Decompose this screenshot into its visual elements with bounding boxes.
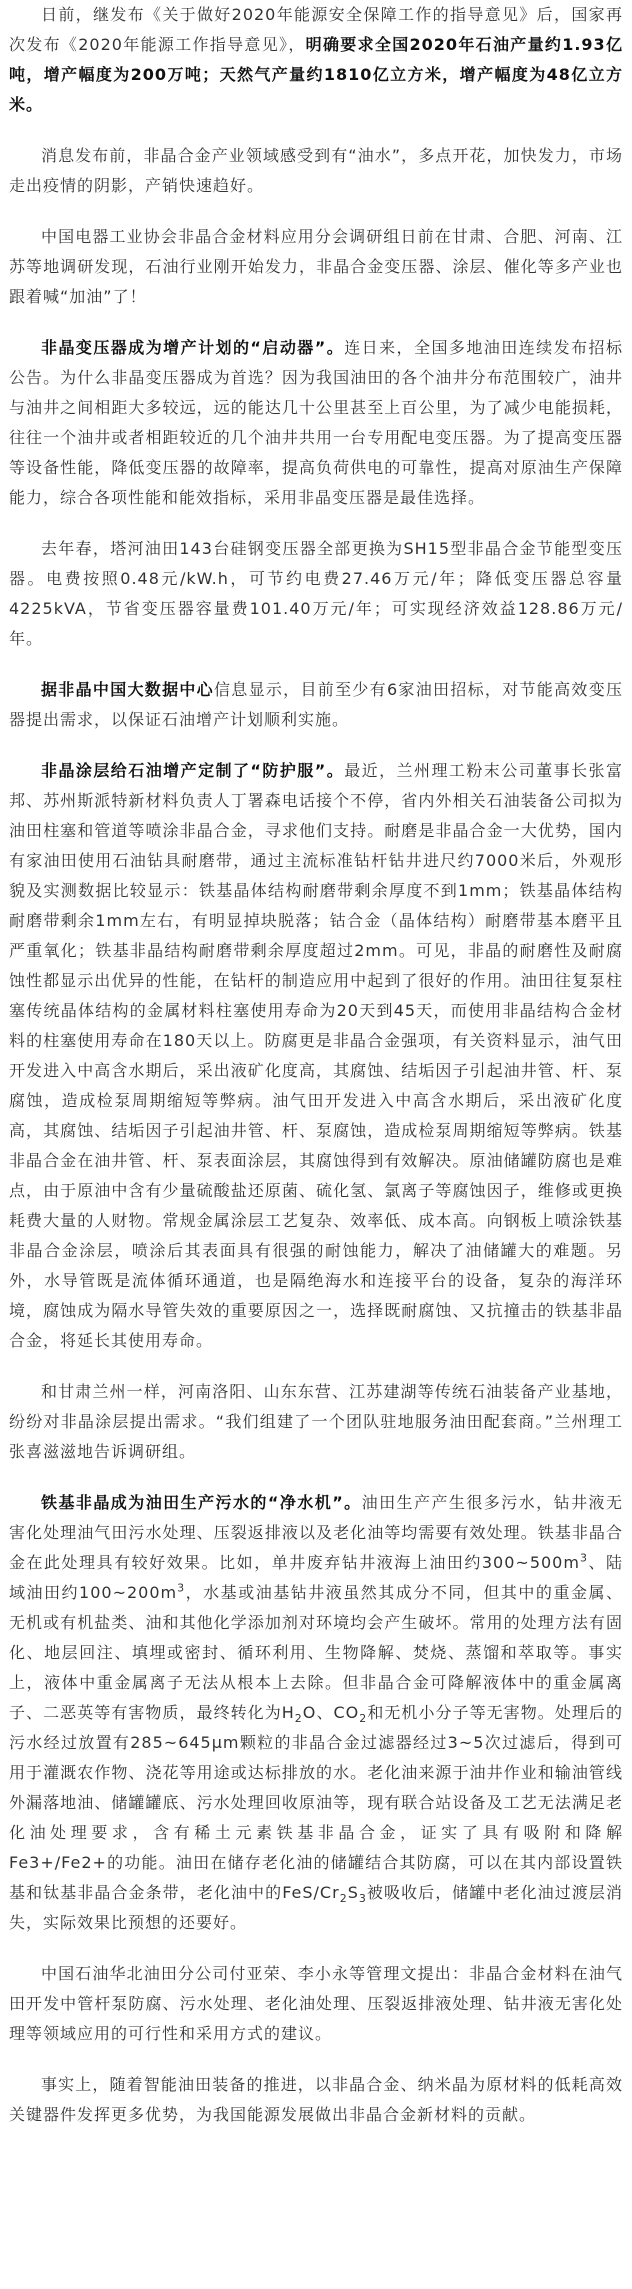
superscript: 3 (177, 1581, 186, 1595)
para-conclusion (9, 2070, 623, 2130)
subscript: 2 (359, 1712, 368, 1726)
text-run: S (347, 1883, 359, 1902)
text-run: 被吸收后，储罐中老化油过渡层消失，实际效果比预想的还要好。 (9, 1883, 623, 1932)
text-run: 中国电器工业协会非晶合金材料应用分会调研组日前在甘肃、合肥、河南、江苏等地调研发现，石油行业刚开始发力，非晶合金变压器、涂层、催化等多产业也跟着喊“加油”了！ (9, 227, 623, 306)
text-run: 、陆域油田约100~200m (9, 1553, 623, 1602)
text-run: 信息显示，目前至少有6家油田招标，对节能高效变压器提出需求，以保证石油增产计划顺利实施。 (9, 680, 623, 729)
text-run: 最近，兰州理工粉末公司董事长张富邦、苏州斯派特新材料负责人丁署森电话接个不停，省内外相关石油装备公司拟为油田柱塞和管道等喷涂非晶合金，寻求他们支持。耐磨是非晶合金一大优势，国内有家油田使用石油钻具耐磨带，通过主流标准钻杆钻井进尺约7000米后，外观形貌及实测数据比较显示：铁基晶体结构耐磨带剩余厚度不到1mm；铁基晶体结构耐磨带剩余1mm左右，有明显掉块脱落；钴合金（晶体结构）耐磨带基本磨平且严重氧化；铁基非晶结构耐磨带剩余厚度超过2mm。可见，非晶的耐磨性及耐腐蚀性都显示出优异的性能，在钻杆的制造应用中起到了很好的作用。油田往复泵柱塞传统晶体结构的金属材料柱塞使用寿命为20天到45天，而使用非晶结构合金材料的柱塞使用寿命在180天以上。防腐更是非晶合金强项，有关资料显示，油气田开发进入中高含水期后，采出液矿化度高，其腐蚀、结垢因子引起油井管、杆、泵腐蚀，造成检泵周期缩短等弊病。油气田开发进入中高含水期后，采出液矿化度高，其腐蚀、结垢因子引起油井管、杆、泵腐蚀，造成检泵周期缩短等弊病。铁基非晶合金在油井管、杆、泵表面涂层，其腐蚀得到有效解决。原油储罐防腐也是难点，由于原油中含有少量硫酸盐还原菌、硫化氢、氯离子等腐蚀因子，维修或更换耗费大量的人财物。常规金属涂层工艺复杂、效率低、成本高。向钢板上喷涂铁基非晶合金涂层，喷涂后其表面具有很强的耐蚀能力，解决了油储罐大的难题。另外，水导管既是流体循环通道，也是隔绝海水和连接平台的设备，复杂的海洋环境，腐蚀成为隔水导管失效的重要原因之一，选择既耐腐蚀、又抗撞击的铁基非晶合金，将延长其使用寿命。 (9, 761, 623, 1350)
text-run: 连日来，全国多地油田连续发布招标公告。为什么非晶变压器成为首选？因为我国油田的各个油井分布范围较广，油井与油井之间相距大多较远，远的能达几十公里甚至上百公里，为了减少电能损耗，往往一个油井或者相距较近的几个油井共用一台专用配电变压器。为了提高变压器等设备性能，降低变压器的故障率，提高负荷供电的可靠性，提高对原油生产保障能力，综合各项性能和能效指标，采用非晶变压器是最佳选择。 (9, 338, 623, 507)
subscript: 3 (358, 1892, 367, 1906)
subscript: 2 (339, 1892, 348, 1906)
para-bases (9, 1377, 623, 1467)
bold-lead: 明确要求全国2020年石油产量约1.93亿吨，增产幅度为200万吨；天然气产量约1810亿立方米，增产幅度为48亿立方米。 (9, 35, 623, 114)
superscript: 3 (579, 1551, 588, 1565)
bold-lead: 非晶涂层给石油增产定制了“防护服”。 (41, 761, 345, 780)
text-run: 中国石油华北油田分公司付亚荣、李小永等管理文提出：非晶合金材料在油气田开发中管杆泵防腐、污水处理、老化油处理、压裂返排液处理、钻井液无害化处理等领域应用的可行性和采用方式的建议。 (9, 1964, 623, 2043)
text-run: 油田生产产生很多污水，钻井液无害化处理油气田污水处理、压裂返排液以及老化油等均需要有效处理。铁基非晶合金在此处理具有较好效果。比如，单井废弃钻井液海上油田约300~500m (9, 1493, 623, 1572)
para-coating (9, 756, 623, 1356)
bold-lead: 据非晶中国大数据中心 (41, 680, 214, 699)
para-transformer (9, 333, 623, 513)
para-bigdata (9, 675, 623, 735)
text-run: 和甘肃兰州一样，河南洛阳、山东东营、江苏建湖等传统石油装备产业基地，纷纷对非晶涂层提出需求。“我们组建了一个团队驻地服务油田配套商。”兰州理工张喜滋滋地告诉调研组。 (9, 1382, 623, 1461)
para-purifier (9, 1488, 623, 1938)
bold-lead: 非晶变压器成为增产计划的“启动器”。 (41, 338, 345, 357)
text-run: 日前，继发布《关于做好2020年能源安全保障工作的指导意见》后，国家再次发布《2020年能源工作指导意见》， (9, 5, 623, 54)
para-survey (9, 222, 623, 312)
para-huabei (9, 1959, 623, 2049)
text-run: O、CO (302, 1703, 360, 1722)
text-run: 事实上，随着智能油田装备的推进，以非晶合金、纳米晶为原材料的低耗高效关键器件发挥更多优势，为我国能源发展做出非晶合金新材料的贡献。 (9, 2075, 623, 2124)
para-policy (9, 0, 623, 120)
bold-lead: 铁基非晶成为油田生产污水的“净水机”。 (41, 1493, 362, 1512)
subscript: 2 (294, 1712, 303, 1726)
text-run: ，水基或油基钻井液虽然其成分不同，但其中的重金属、无机或有机盐类、油和其他化学添加剂对环境均会产生破坏。常用的处理方法有固化、地层回注、填埋或密封、循环利用、生物降解、焚烧、蒸馏和萃取等。事实上，液体中重金属离子无法从根本上去除。但非晶合金可降解液体中的重金属离子、二恶英等有害物质，最终转化为H (9, 1583, 623, 1722)
para-news (9, 141, 623, 201)
para-tarim (9, 534, 623, 654)
text-run: 去年春，塔河油田143台硅钢变压器全部更换为SH15型非晶合金节能型变压器。电费按照0.48元/kW.h，可节约电费27.46万元/年；降低变压器总容量4225kVA，节省变压器容量费101.40万元/年；可实现经济效益128.86万元/年。 (9, 539, 623, 648)
text-run: 消息发布前，非晶合金产业领域感受到有“油水”，多点开花，加快发力，市场走出疫情的阴影，产销快速趋好。 (9, 146, 623, 195)
text-run: 和无机小分子等无害物。处理后的污水经过放置有285~645μm颗粒的非晶合金过滤器经过3~5次过滤后，得到可用于灌溉农作物、浇花等用途或达标排放的水。老化油来源于油井作业和输油管线外漏落地油、储罐罐底、污水处理回收原油等，现有联合站设备及工艺无法满足老化油处理要求，含有稀土元素铁基非晶合金，证实了具有吸附和降解Fe3+/Fe2+的功能。油田在储存老化油的储罐结合其防腐，可以在其内部设置铁基和钛基非晶合金条带，老化油中的FeS/Cr (9, 1703, 623, 1902)
